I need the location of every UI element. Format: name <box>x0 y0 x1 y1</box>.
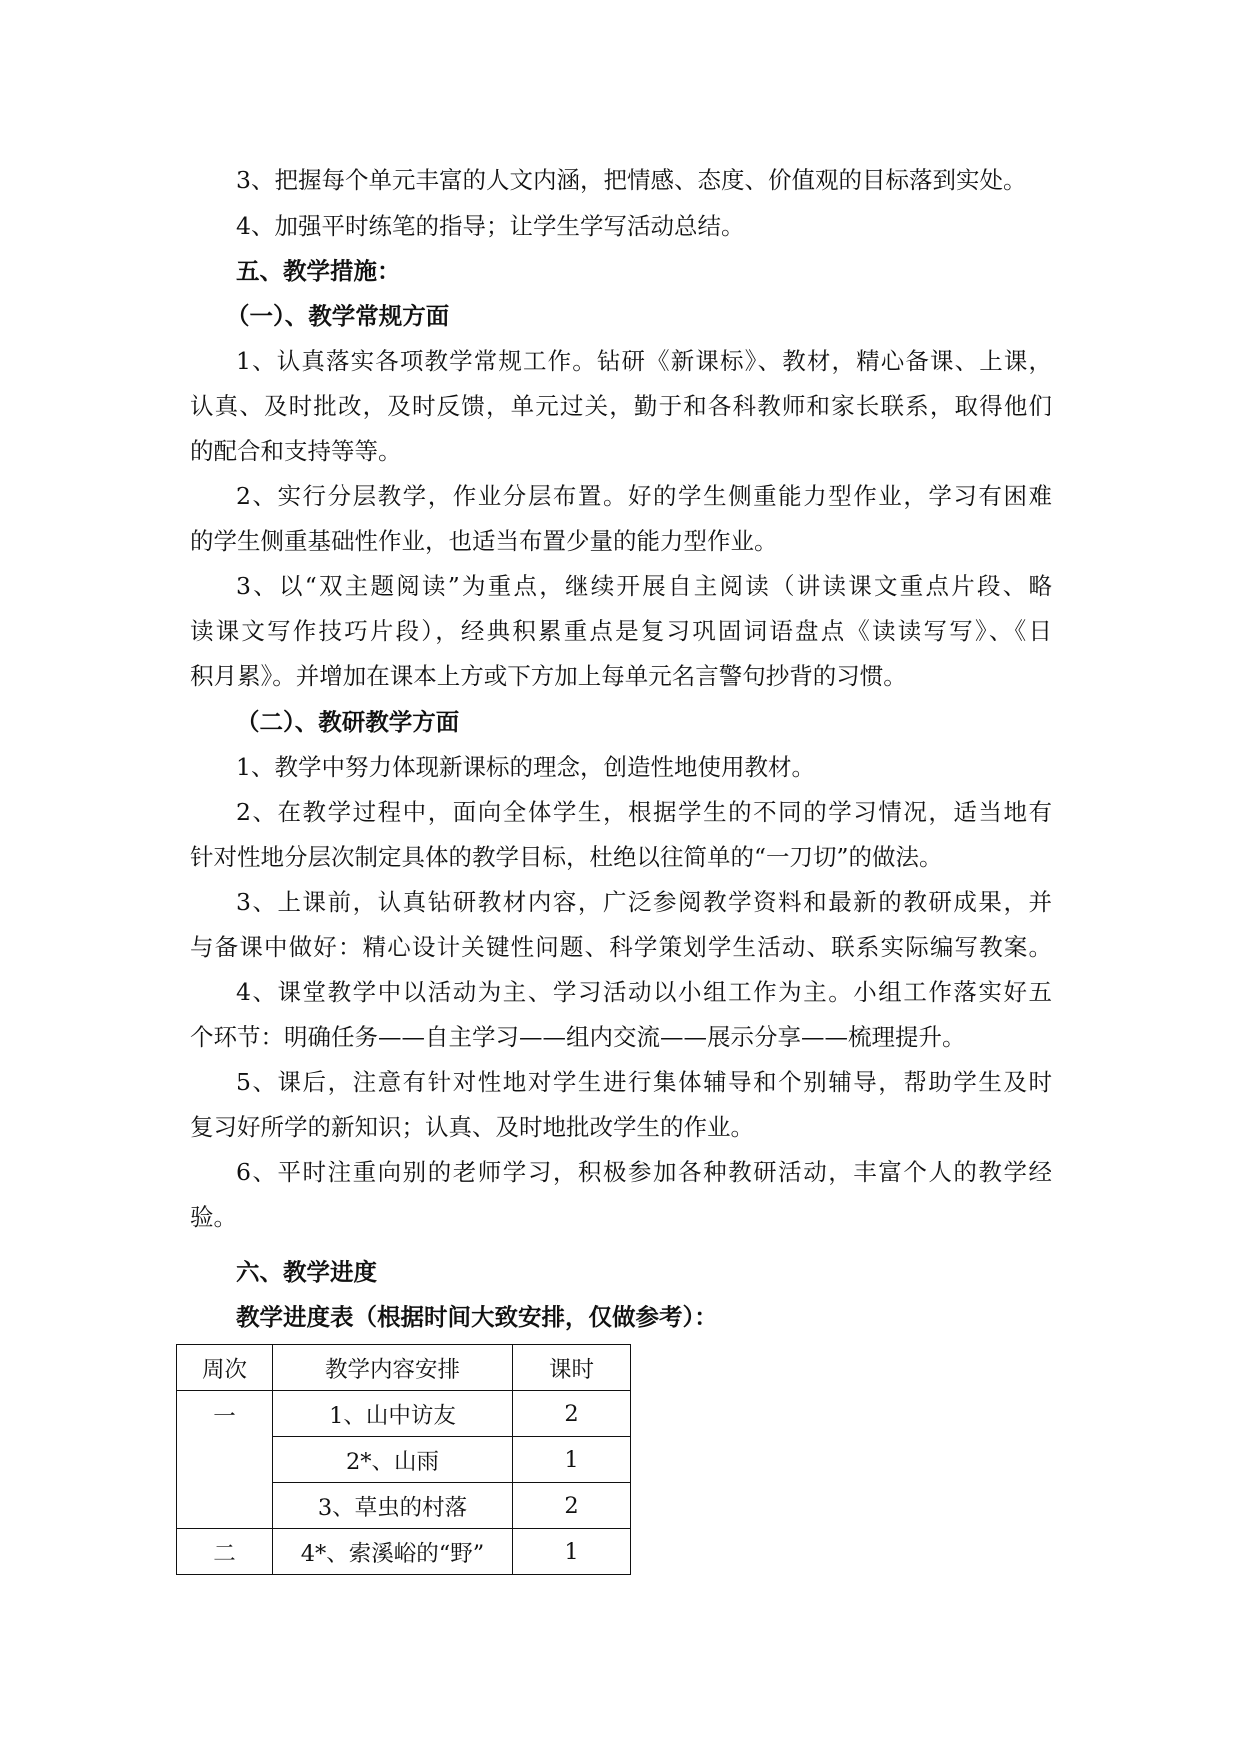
content-cell: 2*、山雨 <box>273 1437 513 1483</box>
week-cell: 一 <box>177 1391 273 1529</box>
paragraph-line: 针对性地分层次制定具体的教学目标，杜绝以往简单的“一刀切”的做法。 <box>190 843 943 871</box>
paragraph-line: 3、上课前，认真钻研教材内容，广泛参阅教学资料和最新的教研成果，并 <box>236 888 1052 916</box>
paragraph-line: 4、加强平时练笔的指导；让学生学写活动总结。 <box>236 212 745 240</box>
paragraph-line: 的学生侧重基础性作业，也适当布置少量的能力型作业。 <box>190 527 778 555</box>
paragraph-line: 1、认真落实各项教学常规工作。钻研《新课标》、教材，精心备课、上课， <box>236 347 1052 375</box>
paragraph-line: 2、实行分层教学，作业分层布置。好的学生侧重能力型作业，学习有困难 <box>236 482 1052 510</box>
paragraph-line: 与备课中做好：精心设计关键性问题、科学策划学生活动、联系实际编写教案。 <box>190 933 1052 961</box>
hours-cell: 1 <box>513 1529 631 1575</box>
section-heading: 五、教学措施： <box>236 257 401 285</box>
hours-cell: 2 <box>513 1391 631 1437</box>
paragraph-line: 读课文写作技巧片段），经典积累重点是复习巩固词语盘点《读读写写》、《日 <box>190 617 1052 645</box>
paragraph-line: 认真、及时批改，及时反馈，单元过关，勤于和各科教师和家长联系，取得他们 <box>190 392 1052 420</box>
paragraph-line: 2、在教学过程中，面向全体学生，根据学生的不同的学习情况，适当地有 <box>236 798 1052 826</box>
paragraph-line: 4、课堂教学中以活动为主、学习活动以小组工作为主。小组工作落实好五 <box>236 978 1052 1006</box>
column-header-hours: 课时 <box>513 1345 631 1391</box>
table-row <box>177 1391 631 1437</box>
hours-cell: 2 <box>513 1483 631 1529</box>
paragraph-line: 个环节：明确任务——自主学习——组内交流——展示分享——梳理提升。 <box>190 1023 966 1051</box>
column-header-content: 教学内容安排 <box>273 1345 513 1391</box>
column-header-week: 周次 <box>177 1345 273 1391</box>
paragraph-line: 的配合和支持等等。 <box>190 437 402 465</box>
subsection-heading: （一）、教学常规方面 <box>226 302 450 330</box>
paragraph-line: 5、课后，注意有针对性地对学生进行集体辅导和个别辅导，帮助学生及时 <box>236 1068 1052 1096</box>
table-caption: 教学进度表（根据时间大致安排，仅做参考）： <box>236 1303 718 1331</box>
table-row <box>177 1529 631 1575</box>
content-cell: 4*、索溪峪的“野” <box>273 1529 513 1575</box>
week-cell: 二 <box>177 1529 273 1575</box>
section-heading: 六、教学进度 <box>236 1258 377 1286</box>
paragraph-line: 积月累》。并增加在课本上方或下方加上每单元名言警句抄背的习惯。 <box>190 662 907 690</box>
content-cell: 3、草虫的村落 <box>273 1483 513 1529</box>
subsection-heading: （二）、教研教学方面 <box>236 708 460 736</box>
hours-cell: 1 <box>513 1437 631 1483</box>
content-cell: 1、山中访友 <box>273 1391 513 1437</box>
paragraph-line: 3、把握每个单元丰富的人文内涵，把情感、态度、价值观的目标落到实处。 <box>236 166 1027 194</box>
paragraph-line: 验。 <box>190 1203 237 1231</box>
paragraph-line: 复习好所学的新知识；认真、及时地批改学生的作业。 <box>190 1113 754 1141</box>
schedule-table <box>176 1344 631 1575</box>
paragraph-line: 3、以“双主题阅读”为重点，继续开展自主阅读（讲读课文重点片段、略 <box>236 572 1052 600</box>
paragraph-line: 6、平时注重向别的老师学习，积极参加各种教研活动，丰富个人的教学经 <box>236 1158 1052 1186</box>
table-header-row <box>177 1345 631 1391</box>
paragraph-line: 1、教学中努力体现新课标的理念，创造性地使用教材。 <box>236 753 815 781</box>
